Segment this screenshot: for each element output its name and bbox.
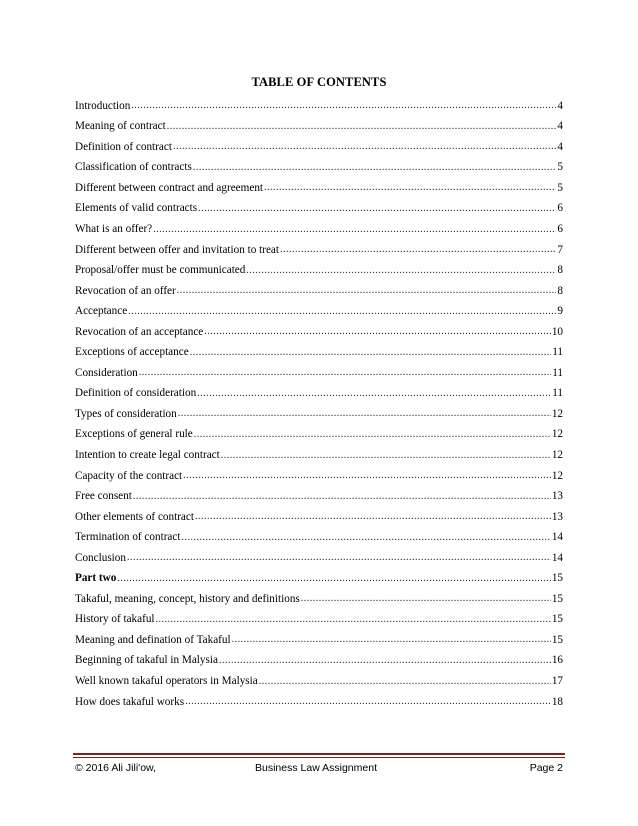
toc-entry[interactable] bbox=[75, 651, 563, 672]
toc-entry[interactable] bbox=[75, 301, 563, 322]
toc-entry-page-number: 5 bbox=[557, 181, 563, 194]
toc-entry-label: Exceptions of acceptance bbox=[75, 346, 189, 359]
toc-entry-label: What is an offer? bbox=[75, 222, 153, 235]
toc-entry[interactable] bbox=[75, 404, 563, 425]
toc-entry-label: Revocation of an acceptance bbox=[75, 325, 204, 338]
toc-entry-page-number: 12 bbox=[551, 469, 563, 482]
toc-entry-page-number: 10 bbox=[551, 325, 563, 338]
toc-entry[interactable] bbox=[75, 425, 563, 446]
toc-dot-leader bbox=[195, 512, 551, 522]
toc-entry-page-number: 11 bbox=[552, 366, 563, 379]
toc-entry-label: Capacity of the contract bbox=[75, 469, 183, 482]
footer-rule-thin bbox=[73, 757, 565, 758]
toc-entry[interactable] bbox=[75, 260, 563, 281]
toc-entry-label: Different between contract and agreement bbox=[75, 181, 264, 194]
toc-entry-page-number: 8 bbox=[557, 264, 563, 277]
footer-rule bbox=[73, 753, 565, 755]
toc-entry-page-number: 4 bbox=[557, 99, 563, 112]
toc-entry-label: Beginning of takaful in Malysia bbox=[75, 654, 218, 667]
toc-entry-page-number: 4 bbox=[557, 140, 563, 153]
toc-entry-label: Acceptance bbox=[75, 305, 128, 318]
toc-entry-label: Elements of valid contracts bbox=[75, 202, 198, 215]
toc-entry[interactable] bbox=[75, 548, 563, 569]
toc-dot-leader bbox=[232, 635, 551, 645]
toc-dot-leader bbox=[194, 430, 551, 440]
toc-entry-page-number: 8 bbox=[557, 284, 563, 297]
toc-entry-label: Definition of consideration bbox=[75, 387, 197, 400]
toc-dot-leader bbox=[198, 204, 556, 214]
toc-entry-page-number: 15 bbox=[551, 613, 563, 626]
toc-entry-page-number: 14 bbox=[551, 551, 563, 564]
toc-dot-leader bbox=[221, 451, 551, 461]
toc-entry-page-number: 9 bbox=[557, 305, 563, 318]
toc-entry-page-number: 5 bbox=[557, 161, 563, 174]
toc-entry-page-number: 12 bbox=[551, 448, 563, 461]
toc-entry-page-number: 15 bbox=[551, 633, 563, 646]
toc-dot-leader bbox=[197, 389, 551, 399]
toc-entry[interactable] bbox=[75, 630, 563, 651]
toc-entry-label: Termination of contract bbox=[75, 531, 181, 544]
toc-entry-page-number: 15 bbox=[551, 572, 563, 585]
toc-entry-label: Free consent bbox=[75, 490, 132, 503]
toc-dot-leader bbox=[185, 697, 551, 707]
toc-dot-leader bbox=[219, 656, 551, 666]
toc-entry[interactable] bbox=[75, 322, 563, 343]
toc-entry-page-number: 4 bbox=[557, 120, 563, 133]
toc-entry[interactable] bbox=[75, 527, 563, 548]
toc-entry[interactable] bbox=[75, 343, 563, 364]
toc-entry-label: Types of consideration bbox=[75, 407, 177, 420]
toc-entry-label: Conclusion bbox=[75, 551, 126, 564]
toc-entry-label: History of takaful bbox=[75, 613, 155, 626]
toc-entry[interactable] bbox=[75, 466, 563, 487]
toc-entry-page-number: 11 bbox=[552, 346, 563, 359]
toc-dot-leader bbox=[181, 533, 550, 543]
toc-entry-label: Revocation of an offer bbox=[75, 284, 176, 297]
toc-dot-leader bbox=[117, 574, 550, 584]
toc-dot-leader bbox=[183, 471, 551, 481]
toc-entry-page-number: 12 bbox=[551, 428, 563, 441]
toc-dot-leader bbox=[204, 327, 551, 337]
toc-entry-label: Proposal/offer must be communicated bbox=[75, 264, 246, 277]
footer-document-name: Business Law Assignment bbox=[255, 762, 377, 774]
toc-entry[interactable] bbox=[75, 178, 563, 199]
toc-entry[interactable] bbox=[75, 507, 563, 528]
toc-entry-label: Meaning of contract bbox=[75, 120, 166, 133]
toc-entry-label: Exceptions of general rule bbox=[75, 428, 193, 441]
toc-entry-page-number: 6 bbox=[557, 202, 563, 215]
toc-title: TABLE OF CONTENTS bbox=[251, 75, 387, 89]
toc-entry-page-number: 17 bbox=[551, 674, 563, 687]
toc-entry[interactable] bbox=[75, 569, 563, 590]
toc-entry-label: Different between offer and invitation to treat bbox=[75, 243, 279, 256]
toc-dot-leader bbox=[133, 492, 551, 502]
toc-list bbox=[75, 96, 563, 712]
toc-entry-page-number: 7 bbox=[557, 243, 563, 256]
toc-entry-page-number: 14 bbox=[551, 531, 563, 544]
toc-entry-label: Definition of contract bbox=[75, 140, 172, 153]
toc-entry[interactable] bbox=[75, 137, 563, 158]
toc-dot-leader bbox=[264, 183, 556, 193]
toc-dot-leader bbox=[246, 266, 556, 276]
toc-entry[interactable] bbox=[75, 589, 563, 610]
toc-dot-leader bbox=[167, 122, 557, 132]
toc-entry[interactable] bbox=[75, 610, 563, 631]
footer-copyright: © 2016 Ali Jili'ow, bbox=[75, 762, 156, 774]
toc-entry-label: Introduction bbox=[75, 99, 131, 112]
toc-dot-leader bbox=[259, 677, 551, 687]
toc-entry[interactable] bbox=[75, 199, 563, 220]
toc-entry[interactable] bbox=[75, 240, 563, 261]
toc-dot-leader bbox=[156, 615, 551, 625]
toc-entry[interactable] bbox=[75, 219, 563, 240]
toc-entry-label: Part two bbox=[75, 572, 117, 585]
toc-entry-page-number: 13 bbox=[551, 490, 563, 503]
toc-entry-label: Consideration bbox=[75, 366, 138, 379]
toc-dot-leader bbox=[153, 225, 556, 235]
toc-entry[interactable] bbox=[75, 96, 563, 117]
toc-dot-leader bbox=[128, 307, 556, 317]
toc-entry[interactable] bbox=[75, 281, 563, 302]
toc-entry[interactable] bbox=[75, 692, 563, 713]
toc-entry-label: Other elements of contract bbox=[75, 510, 194, 523]
toc-entry-label: Intention to create legal contract bbox=[75, 448, 220, 461]
toc-dot-leader bbox=[139, 368, 551, 378]
toc-entry[interactable] bbox=[75, 363, 563, 384]
toc-entry-page-number: 13 bbox=[551, 510, 563, 523]
toc-entry-page-number: 18 bbox=[551, 695, 563, 708]
toc-entry-label: Well known takaful operators in Malysia bbox=[75, 674, 258, 687]
toc-entry-page-number: 11 bbox=[552, 387, 563, 400]
toc-entry[interactable] bbox=[75, 671, 563, 692]
toc-dot-leader bbox=[177, 286, 557, 296]
toc-entry-page-number: 12 bbox=[551, 407, 563, 420]
toc-dot-leader bbox=[127, 553, 551, 563]
toc-dot-leader bbox=[280, 245, 556, 255]
toc-entry-label: How does takaful works bbox=[75, 695, 185, 708]
page-footer bbox=[75, 762, 563, 778]
toc-entry[interactable] bbox=[75, 486, 563, 507]
toc-entry-page-number: 6 bbox=[557, 222, 563, 235]
toc-entry[interactable] bbox=[75, 384, 563, 405]
toc-dot-leader bbox=[131, 101, 556, 111]
toc-entry-label: Takaful, meaning, concept, history and definitions bbox=[75, 592, 300, 605]
footer-page-number: Page 2 bbox=[529, 762, 563, 774]
toc-entry-label: Classification of contracts bbox=[75, 161, 192, 174]
toc-entry[interactable] bbox=[75, 117, 563, 138]
toc-dot-leader bbox=[190, 348, 552, 358]
toc-dot-leader bbox=[301, 594, 551, 604]
toc-entry-page-number: 16 bbox=[551, 654, 563, 667]
toc-entry-label: Meaning and defination of Takaful bbox=[75, 633, 231, 646]
toc-entry-page-number: 15 bbox=[551, 592, 563, 605]
toc-entry[interactable] bbox=[75, 445, 563, 466]
toc-dot-leader bbox=[173, 142, 556, 152]
toc-entry[interactable] bbox=[75, 158, 563, 179]
toc-dot-leader bbox=[178, 409, 551, 419]
toc-dot-leader bbox=[193, 163, 557, 173]
